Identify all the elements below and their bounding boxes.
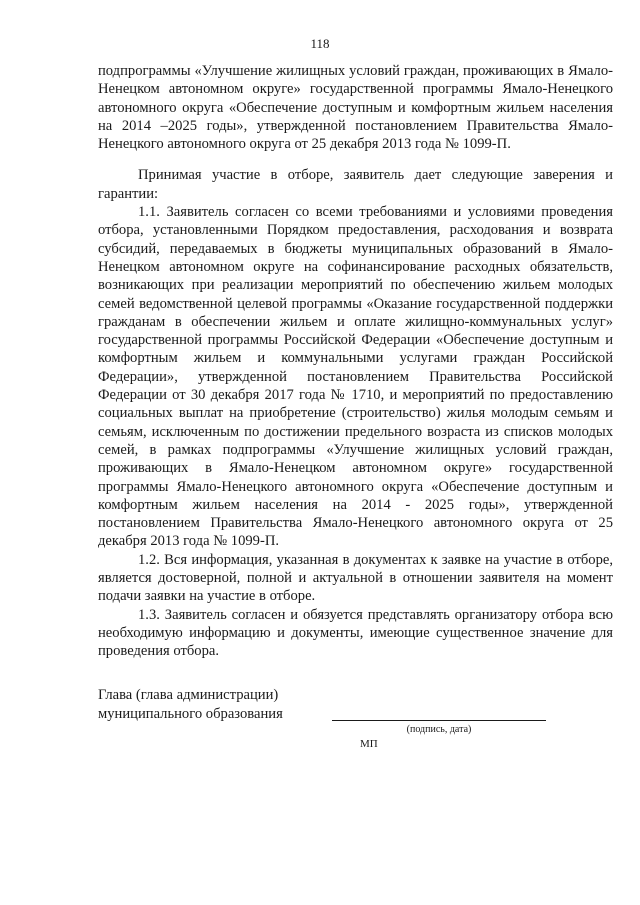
paragraph-continuation: подпрограммы «Улучшение жилищных условий граждан, проживающих в Ямало-Ненецком автономном округе» государственной программы Ямало-Ненецкого автономного округа «Обеспечение доступным и комфортным жильем населения на 2014 –2025 годы», утвержденной постановлением Правительства Ямало-Ненецкого автономного округа от 25 декабря 2013 года № 1099-П. (98, 63, 613, 153)
paragraph-clause-1-2: 1.2. Вся информация, указанная в документах к заявке на участие в отборе, является достоверной, полной и актуальной в отношении заявителя на момент подачи заявки на участие в отборе. (98, 551, 613, 605)
stamp-place-label: МП (360, 738, 378, 750)
paragraph-guarantees-intro: Принимая участие в отборе, заявитель дает следующие заверения и гарантии: (98, 167, 613, 202)
document-body (98, 62, 613, 661)
page-number: 118 (310, 36, 330, 51)
signatory-title-line2: муниципального образования (98, 706, 283, 722)
signature-line (332, 720, 546, 721)
signature-caption: (подпись, дата) (406, 724, 472, 735)
paragraph-clause-1-1: 1.1. Заявитель согласен со всеми требованиями и условиями проведения отбора, установленными Порядком предоставления, расходования и возврата субсидий, передаваемых в бюджеты муниципальных образований в Ямало-Ненецком автономном округе на софинансирование расходных обязательств, возникающих при реализации мероприятий по обеспечению жильем молодых семей ведомственной целевой программы «Оказание государственной поддержки гражданам в обеспечении жильем и оплате жилищно-коммунальных услуг» государственной программы Российской Федерации «Обеспечение доступным и комфортным жильем и коммунальными услугами граждан Российской Федерации», утвержденной постановлением Правительства Российской Федерации от 30 декабря 2017 года № 1710, и мероприятий по предоставлению социальных выплат на приобретение (строительство) жилья молодым семьям и семьям, исключенным по достижении предельного возраста из списков молодых семей, в рамках подпрограммы «Улучшение жилищных условий граждан, проживающих в Ямало-Ненецком автономном округе» государственной программы Ямало-Ненецкого автономного округа «Обеспечение доступным и комфортным жильем населения на 2014 - 2025 годы», утвержденной постановлением Правительства Ямало-Ненецкого автономного округа от 25 декабря 2013 года № 1099-П. (98, 204, 613, 550)
paragraph-clause-1-3: 1.3. Заявитель согласен и обязуется представлять организатору отбора всю необходимую информацию и документы, имеющие существенное значение для проведения отбора. (98, 606, 613, 660)
signature-block (98, 686, 283, 724)
signatory-title-line1: Глава (глава администрации) (98, 687, 279, 703)
